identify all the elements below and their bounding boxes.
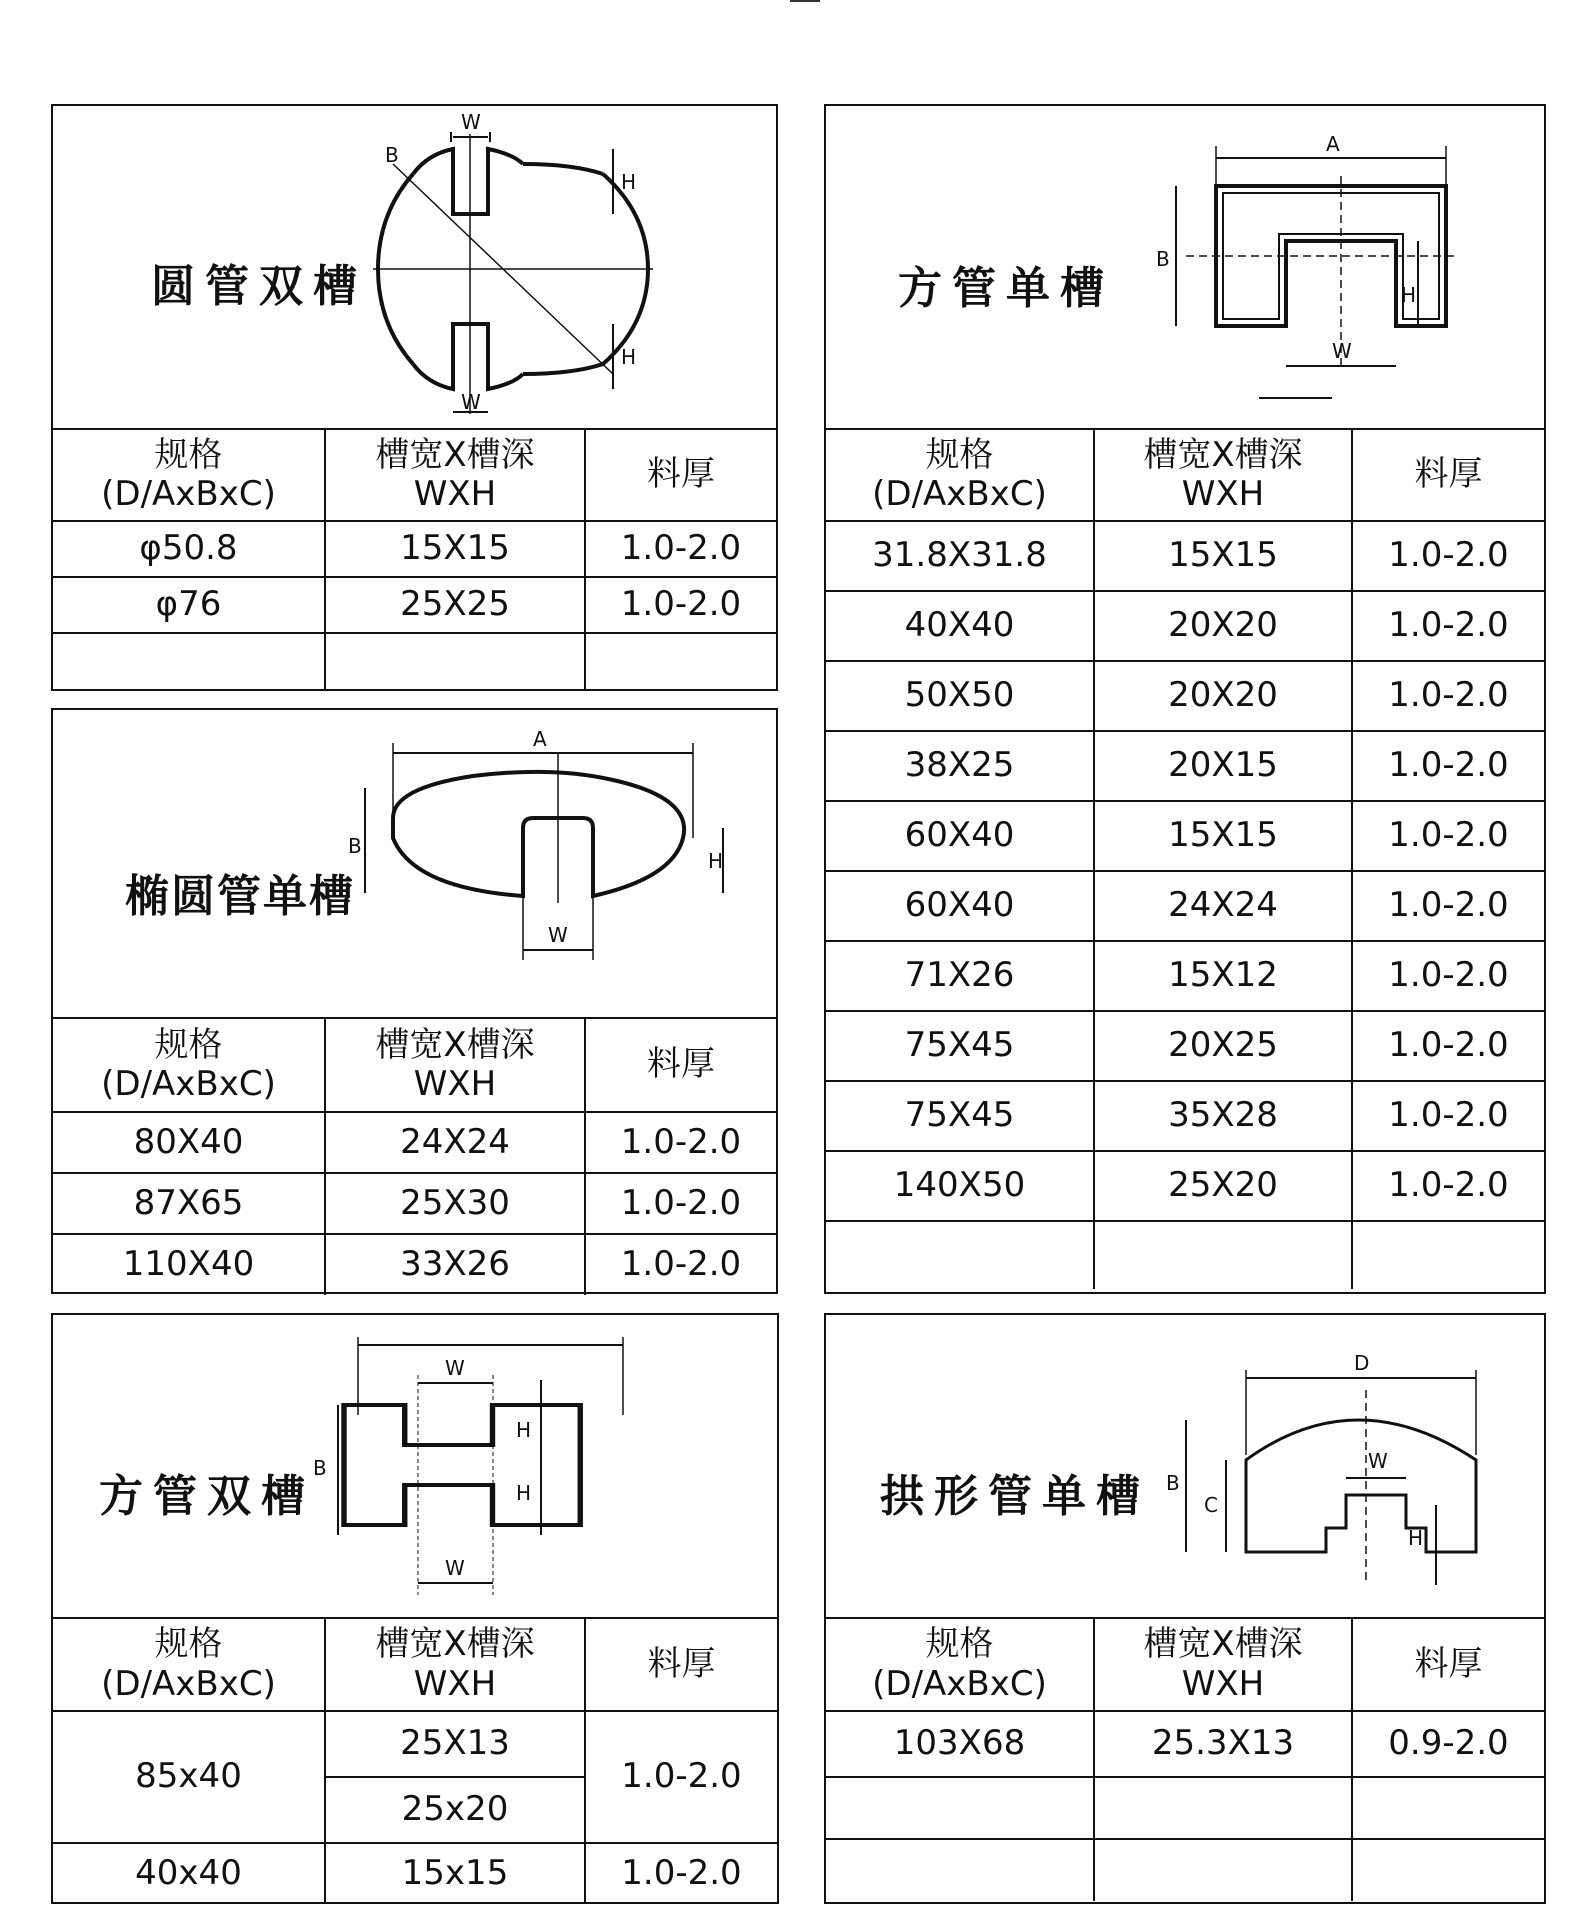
table-row bbox=[826, 1221, 1544, 1289]
table-row bbox=[826, 591, 1544, 661]
cell-thickness: 1.0-2.0 bbox=[585, 521, 776, 577]
cell-spec: φ50.8 bbox=[53, 521, 325, 577]
diagram-area bbox=[53, 710, 776, 1019]
cell-slot: 33X26 bbox=[325, 1234, 585, 1295]
cell-thickness bbox=[1352, 1221, 1544, 1289]
panel-arch-single bbox=[824, 1313, 1546, 1904]
cell-thickness: 1.0-2.0 bbox=[1352, 1081, 1544, 1151]
cell-thickness bbox=[1352, 1777, 1544, 1839]
table-row bbox=[826, 941, 1544, 1011]
square-single-diagram bbox=[1156, 116, 1536, 426]
table-row bbox=[826, 1011, 1544, 1081]
panel-title: 圆管双槽 bbox=[151, 261, 367, 312]
cell-spec bbox=[53, 633, 325, 690]
table-header-row bbox=[53, 1618, 777, 1711]
cell-thickness: 1.0-2.0 bbox=[585, 1112, 776, 1173]
cell-slot bbox=[1094, 1777, 1352, 1839]
cell-slot bbox=[325, 633, 585, 690]
cell-slot: 15X15 bbox=[1094, 801, 1352, 871]
panel-title: 椭圆管单槽 bbox=[125, 871, 355, 922]
header-slot: 槽宽X槽深 WXH bbox=[1094, 1618, 1352, 1711]
table-row bbox=[53, 1843, 777, 1903]
table-row bbox=[826, 871, 1544, 941]
label-w-top: W bbox=[461, 110, 481, 134]
table-row bbox=[53, 1173, 776, 1234]
label-h-bottom: H bbox=[621, 345, 637, 369]
label-w: W bbox=[1368, 1449, 1388, 1473]
cell-thickness: 1.0-2.0 bbox=[585, 577, 776, 633]
cell-thickness: 1.0-2.0 bbox=[585, 1711, 777, 1843]
cell-thickness: 1.0-2.0 bbox=[585, 1234, 776, 1295]
cell-spec: 75X45 bbox=[826, 1081, 1094, 1151]
label-w: W bbox=[548, 923, 568, 947]
cell-slot: 20X20 bbox=[1094, 591, 1352, 661]
header-spec: 规格 (D/AxBxC) bbox=[53, 429, 325, 521]
table-row bbox=[53, 1711, 777, 1777]
cell-thickness: 1.0-2.0 bbox=[1352, 801, 1544, 871]
label-h: H bbox=[708, 849, 724, 873]
label-d: D bbox=[1354, 1351, 1370, 1375]
cell-slot: 25x20 bbox=[325, 1777, 585, 1843]
label-c: C bbox=[1204, 1493, 1218, 1517]
panel-round-double bbox=[51, 104, 778, 691]
label-b: B bbox=[313, 1456, 327, 1480]
diagram-area bbox=[826, 106, 1544, 430]
table-row bbox=[53, 521, 776, 577]
label-h-bottom: H bbox=[516, 1481, 532, 1505]
cell-spec: 75X45 bbox=[826, 1011, 1094, 1081]
label-b: B bbox=[348, 834, 362, 858]
header-spec: 规格 (D/AxBxC) bbox=[826, 1618, 1094, 1711]
table-header-row bbox=[826, 1618, 1544, 1711]
panel-title: 方管双槽 bbox=[99, 1471, 315, 1522]
spec-table bbox=[826, 428, 1544, 1289]
cell-spec: 110X40 bbox=[53, 1234, 325, 1295]
cell-thickness: 1.0-2.0 bbox=[1352, 521, 1544, 591]
cell-thickness: 1.0-2.0 bbox=[585, 1843, 777, 1903]
table-header-row bbox=[53, 429, 776, 521]
panel-title: 方管单槽 bbox=[898, 263, 1114, 314]
cell-spec: 40x40 bbox=[53, 1843, 325, 1903]
diagram-area bbox=[826, 1315, 1544, 1619]
table-row bbox=[826, 1081, 1544, 1151]
cell-spec: 40X40 bbox=[826, 591, 1094, 661]
cell-slot: 24X24 bbox=[1094, 871, 1352, 941]
panel-title: 拱形管单槽 bbox=[880, 1471, 1150, 1522]
cell-spec: 140X50 bbox=[826, 1151, 1094, 1221]
cell-slot: 15X15 bbox=[325, 521, 585, 577]
table-row bbox=[826, 801, 1544, 871]
header-thickness: 料厚 bbox=[585, 1618, 777, 1711]
cell-spec bbox=[826, 1777, 1094, 1839]
cell-thickness bbox=[585, 633, 776, 690]
cell-spec: 50X50 bbox=[826, 661, 1094, 731]
cell-slot: 15X15 bbox=[1094, 521, 1352, 591]
spec-table bbox=[53, 428, 776, 690]
header-spec: 规格 (D/AxBxC) bbox=[53, 1618, 325, 1711]
cell-spec: φ76 bbox=[53, 577, 325, 633]
label-h: H bbox=[1401, 283, 1417, 307]
cell-slot: 35X28 bbox=[1094, 1081, 1352, 1151]
diagram-area bbox=[53, 1315, 777, 1619]
cell-spec: 60X40 bbox=[826, 801, 1094, 871]
label-a: A bbox=[533, 727, 547, 751]
label-w: W bbox=[1332, 339, 1352, 363]
header-thickness: 料厚 bbox=[1352, 1618, 1544, 1711]
spec-table bbox=[53, 1017, 776, 1295]
table-row bbox=[826, 1711, 1544, 1777]
label-b: B bbox=[1156, 247, 1170, 271]
table-row bbox=[53, 1112, 776, 1173]
table-row bbox=[826, 1151, 1544, 1221]
cell-spec: 60X40 bbox=[826, 871, 1094, 941]
header-spec: 规格 (D/AxBxC) bbox=[53, 1018, 325, 1112]
panel-oval-single bbox=[51, 708, 778, 1294]
cell-thickness: 1.0-2.0 bbox=[1352, 941, 1544, 1011]
cell-slot: 20X25 bbox=[1094, 1011, 1352, 1081]
round-double-diagram bbox=[373, 110, 753, 424]
table-header-row bbox=[826, 429, 1544, 521]
cell-spec: 31.8X31.8 bbox=[826, 521, 1094, 591]
header-slot: 槽宽X槽深 WXH bbox=[325, 429, 585, 521]
arch-single-diagram bbox=[1156, 1330, 1536, 1610]
panel-square-double bbox=[51, 1313, 779, 1904]
cell-spec: 80X40 bbox=[53, 1112, 325, 1173]
panel-square-single bbox=[824, 104, 1546, 1294]
cell-slot: 25.3X13 bbox=[1094, 1711, 1352, 1777]
table-row bbox=[826, 661, 1544, 731]
header-thickness: 料厚 bbox=[585, 1018, 776, 1112]
cell-spec bbox=[826, 1221, 1094, 1289]
cell-thickness: 1.0-2.0 bbox=[1352, 661, 1544, 731]
label-h-top: H bbox=[516, 1418, 532, 1442]
header-thickness: 料厚 bbox=[1352, 429, 1544, 521]
header-spec: 规格 (D/AxBxC) bbox=[826, 429, 1094, 521]
cell-slot: 15X12 bbox=[1094, 941, 1352, 1011]
cell-thickness: 0.9-2.0 bbox=[1352, 1711, 1544, 1777]
cell-slot: 20X15 bbox=[1094, 731, 1352, 801]
cell-slot: 25X25 bbox=[325, 577, 585, 633]
cell-slot: 25X30 bbox=[325, 1173, 585, 1234]
cell-thickness: 1.0-2.0 bbox=[1352, 1151, 1544, 1221]
cell-spec: 85x40 bbox=[53, 1711, 325, 1843]
cell-slot: 25X20 bbox=[1094, 1151, 1352, 1221]
cell-slot bbox=[1094, 1839, 1352, 1901]
cell-spec: 71X26 bbox=[826, 941, 1094, 1011]
oval-single-diagram bbox=[348, 727, 753, 1008]
cell-spec: 87X65 bbox=[53, 1173, 325, 1234]
spec-table bbox=[826, 1617, 1544, 1901]
table-row bbox=[826, 1777, 1544, 1839]
table-row bbox=[53, 1234, 776, 1295]
cell-spec: 103X68 bbox=[826, 1711, 1094, 1777]
table-row bbox=[53, 577, 776, 633]
table-row bbox=[826, 521, 1544, 591]
cell-spec: 38X25 bbox=[826, 731, 1094, 801]
square-double-diagram bbox=[313, 1325, 763, 1615]
table-row bbox=[826, 1839, 1544, 1901]
cell-thickness: 1.0-2.0 bbox=[1352, 591, 1544, 661]
cell-thickness: 1.0-2.0 bbox=[1352, 1011, 1544, 1081]
label-a: A bbox=[1326, 132, 1340, 156]
header-slot: 槽宽X槽深 WXH bbox=[325, 1618, 585, 1711]
cell-slot: 15x15 bbox=[325, 1843, 585, 1903]
cell-slot bbox=[1094, 1221, 1352, 1289]
cell-spec bbox=[826, 1839, 1094, 1901]
table-row bbox=[53, 633, 776, 690]
label-w-top: W bbox=[445, 1356, 465, 1380]
cell-slot: 24X24 bbox=[325, 1112, 585, 1173]
header-thickness: 料厚 bbox=[585, 429, 776, 521]
label-h: H bbox=[1408, 1526, 1424, 1550]
cell-thickness: 1.0-2.0 bbox=[585, 1173, 776, 1234]
cell-slot: 20X20 bbox=[1094, 661, 1352, 731]
cell-thickness: 1.0-2.0 bbox=[1352, 871, 1544, 941]
label-h-top: H bbox=[621, 170, 637, 194]
spec-table bbox=[53, 1617, 777, 1903]
label-b: B bbox=[385, 143, 399, 167]
label-w-bottom: W bbox=[445, 1556, 465, 1580]
table-header-row bbox=[53, 1018, 776, 1112]
cell-slot: 25X13 bbox=[325, 1711, 585, 1777]
label-w-bottom: W bbox=[461, 390, 481, 414]
top-edge-mark bbox=[790, 0, 820, 8]
header-slot: 槽宽X槽深 WXH bbox=[325, 1018, 585, 1112]
table-row bbox=[826, 731, 1544, 801]
diagram-area bbox=[53, 106, 776, 430]
cell-thickness: 1.0-2.0 bbox=[1352, 731, 1544, 801]
label-b: B bbox=[1166, 1471, 1180, 1495]
header-slot: 槽宽X槽深 WXH bbox=[1094, 429, 1352, 521]
cell-thickness bbox=[1352, 1839, 1544, 1901]
